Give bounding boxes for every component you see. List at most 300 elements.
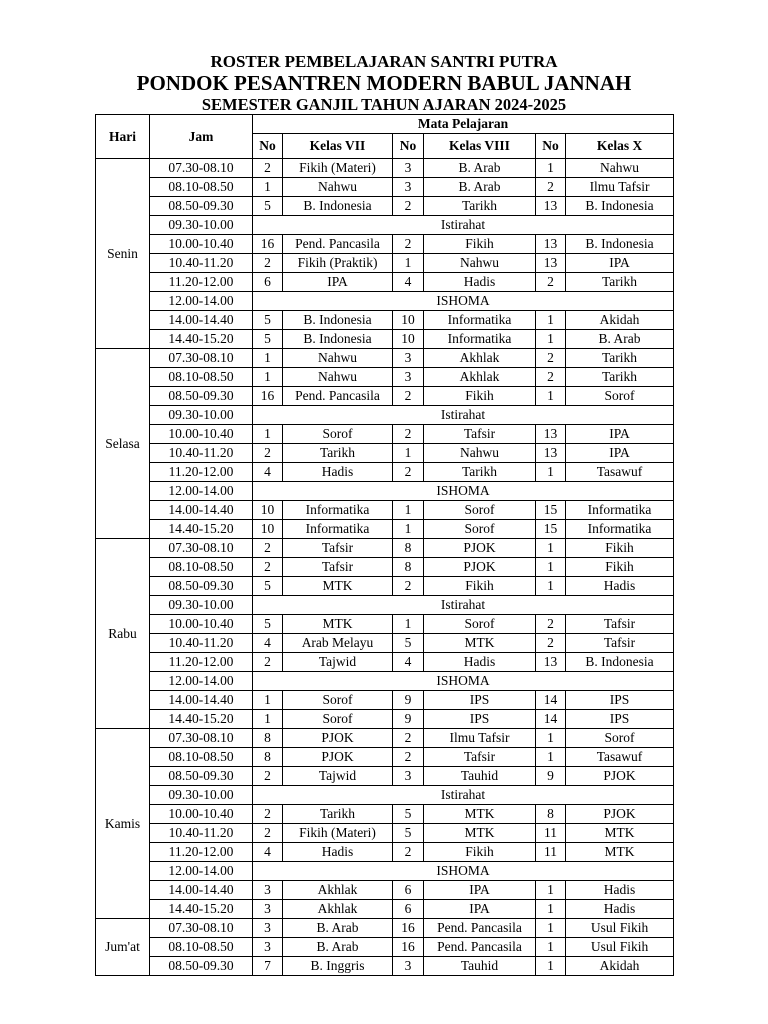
kelas8-subject: Tafsir (424, 425, 536, 444)
time-slot: 07.30-08.10 (150, 159, 253, 178)
kelas7-no: 3 (253, 900, 283, 919)
break-label: Istirahat (253, 216, 674, 235)
time-slot: 09.30-10.00 (150, 216, 253, 235)
header-mata-pelajaran: Mata Pelajaran (253, 115, 674, 134)
kelas8-subject: B. Arab (424, 159, 536, 178)
time-slot: 08.10-08.50 (150, 368, 253, 387)
kelas10-subject: IPA (566, 444, 674, 463)
kelas8-subject: Pend. Pancasila (424, 919, 536, 938)
kelas8-no: 4 (393, 273, 424, 292)
time-slot: 08.50-09.30 (150, 387, 253, 406)
kelas10-no: 11 (536, 824, 566, 843)
schedule-row (96, 824, 674, 843)
time-slot: 14.40-15.20 (150, 900, 253, 919)
kelas8-no: 5 (393, 824, 424, 843)
kelas8-no: 3 (393, 178, 424, 197)
kelas8-no: 1 (393, 501, 424, 520)
kelas7-subject: Hadis (283, 843, 393, 862)
time-slot: 10.40-11.20 (150, 444, 253, 463)
kelas7-subject: B. Indonesia (283, 330, 393, 349)
time-slot: 14.40-15.20 (150, 330, 253, 349)
schedule-row (96, 349, 674, 368)
kelas7-no: 5 (253, 311, 283, 330)
kelas10-subject: Sorof (566, 387, 674, 406)
schedule-row (96, 596, 674, 615)
kelas7-no: 4 (253, 843, 283, 862)
kelas7-no: 2 (253, 444, 283, 463)
kelas10-subject: B. Indonesia (566, 197, 674, 216)
header-kelas10: Kelas X (566, 134, 674, 159)
kelas10-subject: Nahwu (566, 159, 674, 178)
kelas7-subject: Nahwu (283, 178, 393, 197)
kelas10-no: 1 (536, 577, 566, 596)
kelas8-no: 8 (393, 558, 424, 577)
schedule-row (96, 463, 674, 482)
schedule-row (96, 900, 674, 919)
header-kelas8: Kelas VIII (424, 134, 536, 159)
kelas10-no: 8 (536, 805, 566, 824)
time-slot: 11.20-12.00 (150, 273, 253, 292)
kelas10-no: 2 (536, 178, 566, 197)
kelas7-no: 7 (253, 957, 283, 976)
time-slot: 12.00-14.00 (150, 672, 253, 691)
kelas10-subject: Tasawuf (566, 463, 674, 482)
kelas7-subject: Tajwid (283, 767, 393, 786)
kelas8-subject: Nahwu (424, 444, 536, 463)
kelas10-no: 1 (536, 957, 566, 976)
schedule-row (96, 881, 674, 900)
kelas10-no: 2 (536, 368, 566, 387)
schedule-row (96, 767, 674, 786)
schedule-row (96, 216, 674, 235)
kelas10-no: 13 (536, 653, 566, 672)
kelas8-subject: MTK (424, 805, 536, 824)
kelas8-subject: Tauhid (424, 957, 536, 976)
schedule-row (96, 805, 674, 824)
schedule-row (96, 311, 674, 330)
schedule-row (96, 957, 674, 976)
time-slot: 08.10-08.50 (150, 178, 253, 197)
schedule-row (96, 558, 674, 577)
kelas8-no: 2 (393, 387, 424, 406)
kelas8-subject: Pend. Pancasila (424, 938, 536, 957)
kelas10-subject: Tasawuf (566, 748, 674, 767)
kelas7-no: 3 (253, 881, 283, 900)
kelas8-no: 2 (393, 843, 424, 862)
kelas7-no: 2 (253, 653, 283, 672)
kelas8-no: 6 (393, 900, 424, 919)
kelas7-subject: Tarikh (283, 805, 393, 824)
roster-body (96, 159, 674, 976)
time-slot: 12.00-14.00 (150, 482, 253, 501)
kelas10-subject: Tafsir (566, 634, 674, 653)
kelas10-subject: PJOK (566, 767, 674, 786)
kelas10-no: 14 (536, 691, 566, 710)
time-slot: 14.00-14.40 (150, 881, 253, 900)
time-slot: 07.30-08.10 (150, 349, 253, 368)
kelas10-no: 2 (536, 349, 566, 368)
kelas8-subject: IPA (424, 881, 536, 900)
kelas10-no: 1 (536, 881, 566, 900)
schedule-row (96, 159, 674, 178)
kelas7-subject: MTK (283, 577, 393, 596)
break-label: Istirahat (253, 596, 674, 615)
time-slot: 10.40-11.20 (150, 824, 253, 843)
kelas10-no: 15 (536, 501, 566, 520)
kelas8-subject: PJOK (424, 558, 536, 577)
kelas8-subject: Fikih (424, 843, 536, 862)
kelas7-no: 5 (253, 615, 283, 634)
kelas8-subject: IPA (424, 900, 536, 919)
kelas10-no: 1 (536, 311, 566, 330)
time-slot: 08.50-09.30 (150, 767, 253, 786)
kelas8-no: 10 (393, 330, 424, 349)
kelas7-subject: Pend. Pancasila (283, 387, 393, 406)
time-slot: 11.20-12.00 (150, 843, 253, 862)
schedule-row (96, 672, 674, 691)
kelas8-no: 3 (393, 349, 424, 368)
kelas7-no: 8 (253, 748, 283, 767)
kelas7-subject: Tafsir (283, 539, 393, 558)
kelas8-no: 5 (393, 805, 424, 824)
kelas10-subject: PJOK (566, 805, 674, 824)
day-name: Jum'at (96, 919, 150, 976)
kelas7-no: 6 (253, 273, 283, 292)
kelas8-no: 10 (393, 311, 424, 330)
kelas7-no: 2 (253, 824, 283, 843)
kelas8-no: 2 (393, 425, 424, 444)
header-hari: Hari (96, 115, 150, 159)
kelas8-no: 3 (393, 767, 424, 786)
semester-title: SEMESTER GANJIL TAHUN AJARAN 2024-2025 (201, 95, 567, 114)
kelas10-no: 1 (536, 900, 566, 919)
kelas8-no: 5 (393, 634, 424, 653)
kelas10-subject: Hadis (566, 881, 674, 900)
schedule-row (96, 786, 674, 805)
kelas7-no: 1 (253, 349, 283, 368)
kelas10-subject: IPS (566, 691, 674, 710)
kelas8-no: 2 (393, 463, 424, 482)
kelas7-no: 1 (253, 691, 283, 710)
kelas10-subject: Akidah (566, 957, 674, 976)
kelas7-subject: Hadis (283, 463, 393, 482)
time-slot: 07.30-08.10 (150, 539, 253, 558)
kelas7-no: 16 (253, 387, 283, 406)
schedule-row (96, 444, 674, 463)
header-kelas7: Kelas VII (283, 134, 393, 159)
schedule-row (96, 197, 674, 216)
time-slot: 11.20-12.00 (150, 653, 253, 672)
schedule-row (96, 425, 674, 444)
roster-title: ROSTER PEMBELAJARAN SANTRI PUTRA (210, 52, 558, 71)
kelas10-subject: Tafsir (566, 615, 674, 634)
break-label: Istirahat (253, 406, 674, 425)
kelas7-no: 4 (253, 463, 283, 482)
kelas7-subject: Tajwid (283, 653, 393, 672)
time-slot: 10.40-11.20 (150, 254, 253, 273)
header-no-kelas10: No (536, 134, 566, 159)
kelas7-no: 2 (253, 159, 283, 178)
kelas10-subject: Hadis (566, 577, 674, 596)
schedule-row (96, 748, 674, 767)
kelas10-no: 2 (536, 634, 566, 653)
kelas7-subject: B. Indonesia (283, 197, 393, 216)
kelas7-subject: Akhlak (283, 900, 393, 919)
kelas8-no: 2 (393, 729, 424, 748)
kelas8-subject: Hadis (424, 653, 536, 672)
kelas8-subject: Fikih (424, 235, 536, 254)
kelas8-subject: Akhlak (424, 368, 536, 387)
kelas7-no: 2 (253, 805, 283, 824)
kelas10-subject: MTK (566, 843, 674, 862)
time-slot: 14.40-15.20 (150, 520, 253, 539)
time-slot: 12.00-14.00 (150, 862, 253, 881)
kelas8-subject: Tafsir (424, 748, 536, 767)
kelas7-subject: IPA (283, 273, 393, 292)
time-slot: 11.20-12.00 (150, 463, 253, 482)
kelas10-subject: MTK (566, 824, 674, 843)
kelas7-no: 5 (253, 577, 283, 596)
time-slot: 14.40-15.20 (150, 710, 253, 729)
kelas7-subject: PJOK (283, 729, 393, 748)
kelas7-subject: B. Arab (283, 919, 393, 938)
schedule-row (96, 254, 674, 273)
kelas8-subject: PJOK (424, 539, 536, 558)
kelas7-no: 10 (253, 501, 283, 520)
kelas10-no: 13 (536, 444, 566, 463)
schedule-row (96, 387, 674, 406)
kelas7-no: 1 (253, 178, 283, 197)
kelas8-no: 2 (393, 235, 424, 254)
schedule-row (96, 539, 674, 558)
kelas10-no: 11 (536, 843, 566, 862)
schedule-row (96, 729, 674, 748)
kelas8-subject: MTK (424, 634, 536, 653)
kelas10-subject: B. Arab (566, 330, 674, 349)
time-slot: 08.10-08.50 (150, 558, 253, 577)
kelas8-subject: Tarikh (424, 197, 536, 216)
kelas10-subject: Informatika (566, 501, 674, 520)
kelas8-no: 9 (393, 691, 424, 710)
kelas7-subject: Nahwu (283, 349, 393, 368)
kelas8-no: 3 (393, 159, 424, 178)
kelas10-no: 1 (536, 463, 566, 482)
kelas10-no: 15 (536, 520, 566, 539)
kelas7-subject: Fikih (Materi) (283, 824, 393, 843)
kelas8-no: 2 (393, 197, 424, 216)
kelas7-subject: MTK (283, 615, 393, 634)
day-name: Rabu (96, 539, 150, 729)
roster-title-block (0, 52, 768, 114)
schedule-row (96, 292, 674, 311)
schedule-row (96, 330, 674, 349)
schedule-row (96, 919, 674, 938)
kelas7-no: 3 (253, 938, 283, 957)
time-slot: 10.00-10.40 (150, 805, 253, 824)
kelas7-no: 2 (253, 539, 283, 558)
kelas10-subject: Informatika (566, 520, 674, 539)
kelas7-no: 2 (253, 254, 283, 273)
time-slot: 10.00-10.40 (150, 615, 253, 634)
time-slot: 09.30-10.00 (150, 406, 253, 425)
schedule-row (96, 862, 674, 881)
kelas10-no: 13 (536, 254, 566, 273)
kelas10-no: 1 (536, 558, 566, 577)
kelas8-no: 3 (393, 368, 424, 387)
schedule-row (96, 406, 674, 425)
kelas8-subject: MTK (424, 824, 536, 843)
kelas8-no: 8 (393, 539, 424, 558)
kelas7-subject: Nahwu (283, 368, 393, 387)
kelas10-no: 9 (536, 767, 566, 786)
kelas7-no: 1 (253, 425, 283, 444)
kelas7-no: 2 (253, 558, 283, 577)
kelas8-subject: Fikih (424, 577, 536, 596)
kelas10-no: 13 (536, 425, 566, 444)
kelas8-no: 3 (393, 957, 424, 976)
kelas7-subject: Akhlak (283, 881, 393, 900)
time-slot: 10.00-10.40 (150, 235, 253, 254)
kelas8-subject: IPS (424, 710, 536, 729)
kelas10-no: 1 (536, 748, 566, 767)
kelas8-no: 1 (393, 444, 424, 463)
kelas10-subject: Akidah (566, 311, 674, 330)
kelas8-no: 1 (393, 520, 424, 539)
time-slot: 08.50-09.30 (150, 197, 253, 216)
kelas7-subject: Arab Melayu (283, 634, 393, 653)
kelas7-no: 5 (253, 197, 283, 216)
kelas8-subject: B. Arab (424, 178, 536, 197)
kelas8-no: 2 (393, 748, 424, 767)
kelas8-subject: Informatika (424, 330, 536, 349)
kelas10-subject: IPS (566, 710, 674, 729)
schedule-row (96, 178, 674, 197)
time-slot: 08.10-08.50 (150, 748, 253, 767)
kelas7-no: 1 (253, 368, 283, 387)
kelas10-no: 13 (536, 197, 566, 216)
kelas10-no: 2 (536, 615, 566, 634)
kelas7-no: 1 (253, 710, 283, 729)
kelas8-subject: Sorof (424, 520, 536, 539)
kelas10-subject: Sorof (566, 729, 674, 748)
kelas7-subject: B. Inggris (283, 957, 393, 976)
kelas10-no: 13 (536, 235, 566, 254)
kelas7-no: 16 (253, 235, 283, 254)
break-label: ISHOMA (253, 862, 674, 881)
kelas10-subject: Tarikh (566, 368, 674, 387)
schedule-row (96, 691, 674, 710)
kelas7-subject: Sorof (283, 710, 393, 729)
kelas10-no: 1 (536, 729, 566, 748)
kelas7-no: 4 (253, 634, 283, 653)
kelas7-subject: Informatika (283, 520, 393, 539)
kelas7-subject: Sorof (283, 691, 393, 710)
kelas10-subject: Ilmu Tafsir (566, 178, 674, 197)
time-slot: 14.00-14.40 (150, 311, 253, 330)
header-jam: Jam (150, 115, 253, 159)
kelas8-no: 4 (393, 653, 424, 672)
kelas7-subject: B. Arab (283, 938, 393, 957)
break-label: ISHOMA (253, 672, 674, 691)
kelas8-no: 16 (393, 919, 424, 938)
schedule-row (96, 482, 674, 501)
schedule-row (96, 273, 674, 292)
break-label: ISHOMA (253, 292, 674, 311)
schedule-row (96, 634, 674, 653)
kelas10-subject: IPA (566, 425, 674, 444)
header-no-kelas7: No (253, 134, 283, 159)
day-name: Senin (96, 159, 150, 349)
kelas7-no: 5 (253, 330, 283, 349)
kelas7-subject: Tarikh (283, 444, 393, 463)
kelas7-subject: Tafsir (283, 558, 393, 577)
kelas10-subject: Hadis (566, 900, 674, 919)
schedule-row (96, 520, 674, 539)
schedule-row (96, 710, 674, 729)
kelas10-no: 1 (536, 159, 566, 178)
kelas8-subject: Ilmu Tafsir (424, 729, 536, 748)
kelas10-subject: IPA (566, 254, 674, 273)
kelas10-subject: Usul Fikih (566, 938, 674, 957)
kelas10-subject: Tarikh (566, 349, 674, 368)
kelas7-no: 3 (253, 919, 283, 938)
break-label: Istirahat (253, 786, 674, 805)
kelas10-subject: B. Indonesia (566, 653, 674, 672)
schedule-row (96, 501, 674, 520)
kelas7-subject: Pend. Pancasila (283, 235, 393, 254)
time-slot: 07.30-08.10 (150, 729, 253, 748)
kelas10-subject: Fikih (566, 539, 674, 558)
kelas8-subject: Tarikh (424, 463, 536, 482)
header-no-kelas8: No (393, 134, 424, 159)
kelas8-subject: Sorof (424, 501, 536, 520)
schedule-row (96, 577, 674, 596)
kelas10-subject: B. Indonesia (566, 235, 674, 254)
schedule-row (96, 653, 674, 672)
kelas10-no: 1 (536, 919, 566, 938)
time-slot: 08.10-08.50 (150, 938, 253, 957)
kelas7-subject: Informatika (283, 501, 393, 520)
time-slot: 07.30-08.10 (150, 919, 253, 938)
kelas8-no: 1 (393, 615, 424, 634)
kelas8-no: 2 (393, 577, 424, 596)
schedule-row (96, 938, 674, 957)
time-slot: 14.00-14.40 (150, 501, 253, 520)
time-slot: 08.50-09.30 (150, 957, 253, 976)
day-name: Selasa (96, 349, 150, 539)
kelas10-no: 1 (536, 330, 566, 349)
time-slot: 10.40-11.20 (150, 634, 253, 653)
time-slot: 08.50-09.30 (150, 577, 253, 596)
kelas10-no: 1 (536, 539, 566, 558)
kelas10-subject: Usul Fikih (566, 919, 674, 938)
time-slot: 14.00-14.40 (150, 691, 253, 710)
kelas7-subject: PJOK (283, 748, 393, 767)
schedule-row (96, 235, 674, 254)
schedule-row (96, 843, 674, 862)
time-slot: 09.30-10.00 (150, 786, 253, 805)
kelas7-subject: Sorof (283, 425, 393, 444)
kelas7-no: 2 (253, 767, 283, 786)
kelas10-subject: Tarikh (566, 273, 674, 292)
day-name: Kamis (96, 729, 150, 919)
schedule-row (96, 368, 674, 387)
break-label: ISHOMA (253, 482, 674, 501)
time-slot: 10.00-10.40 (150, 425, 253, 444)
kelas8-no: 1 (393, 254, 424, 273)
kelas7-subject: B. Indonesia (283, 311, 393, 330)
kelas8-subject: Nahwu (424, 254, 536, 273)
